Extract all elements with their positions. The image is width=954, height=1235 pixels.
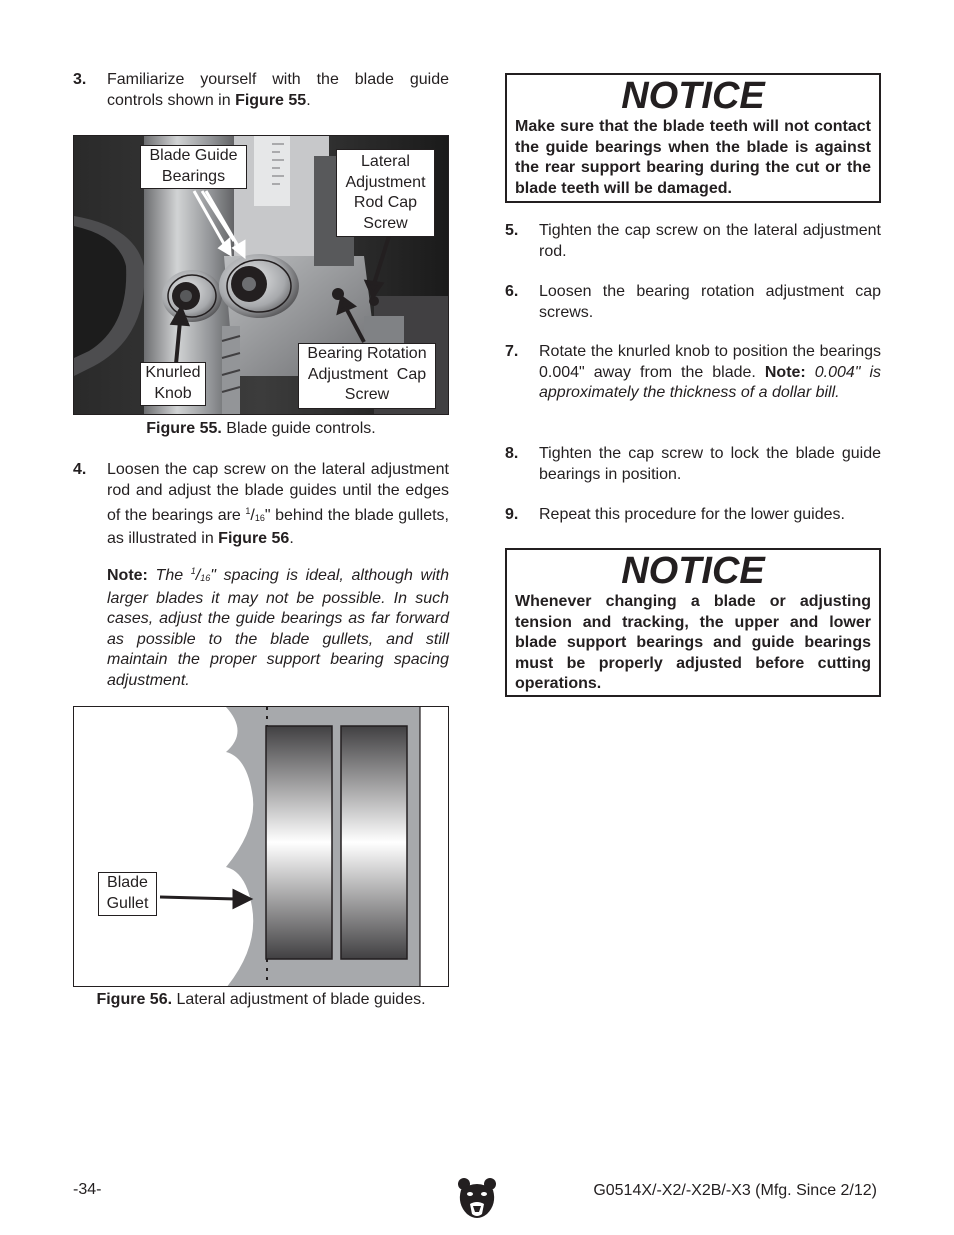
label-line: Lateral	[361, 153, 410, 170]
notice-title: NOTICE	[621, 75, 765, 117]
notice-box-2	[505, 548, 881, 697]
notice-body: Make sure that the blade teeth will not contact the guide bearings when the blade is against the rear support bearing during the cut or the blade teeth will be damaged.	[515, 118, 871, 197]
label-line: Screw	[344, 386, 390, 403]
step-text: Tighten the cap screw on the lateral adjustment rod.	[539, 222, 881, 260]
label-line: Rod Cap	[353, 194, 418, 211]
blade-gullet-diagram	[74, 707, 449, 987]
step-text: Repeat this procedure for the lower guides.	[539, 506, 845, 523]
label-line: Knob	[154, 384, 192, 402]
label-lateral-adjustment-rod-cap-screw	[336, 149, 435, 237]
label-line: Adjustment	[345, 173, 426, 191]
step-number: 4.	[73, 461, 87, 478]
note-text: Note: The $^1/_{16}$" spacing is ideal, although with larger blades it may not be possible. In such cases, adjust the guide bearings as far forward as possible to the blade gullets, and still maintain the proper support bearing spacing adjustment.	[107, 566, 450, 689]
label-knurled-knob	[140, 362, 206, 406]
figure-55-caption: Figure 55. Blade guide controls.	[146, 420, 376, 437]
step-number: 3.	[73, 71, 87, 88]
step-number: 8.	[505, 445, 519, 462]
step-number: 5.	[505, 222, 519, 239]
figure-56-caption: Figure 56. Lateral adjustment of blade guides.	[96, 991, 426, 1008]
step-text: Rotate the knurled knob to position the bearings 0.004" away from the blade. Note: 0.004" is approximately the thickness of a dollar bill.	[539, 343, 881, 401]
label-bearing-rotation-adjustment-cap-screw	[298, 343, 436, 409]
label-line: Bearings	[161, 167, 226, 185]
label-line: Blade	[107, 874, 148, 891]
step-text: Loosen the cap screw on the lateral adjustment rod and adjust the blade guides until the edges of the bearings are $^1/_{16}$" behind the blade gullets, as illustrated in Figure 56.	[107, 461, 449, 547]
notice-box-1	[505, 73, 881, 203]
figure-56-diagram	[73, 706, 449, 987]
step-text: Loosen the bearing rotation adjustment cap screws.	[539, 283, 881, 321]
label-blade-gullet	[98, 872, 157, 916]
label-line: Blade Guide	[149, 147, 238, 164]
step-number: 9.	[505, 506, 519, 523]
label-line: Screw	[363, 214, 408, 232]
label-line: Bearing Rotation	[307, 345, 427, 362]
step-number: 7.	[505, 343, 519, 360]
label-blade-guide-bearings	[140, 145, 247, 189]
model-number: G0514X/-X2/-X2B/-X3 (Mfg. Since 2/12)	[593, 1182, 877, 1199]
step-text: Tighten the cap screw to lock the blade guide bearings in position.	[539, 445, 881, 483]
label-line: Knurled	[145, 364, 201, 381]
bear-head-icon	[457, 1176, 497, 1222]
label-line: Adjustment Cap	[307, 365, 427, 383]
notice-body: Whenever changing a blade or adjusting tension and tracking, the upper and lower blade support bearings and guide bearings must be properly adjusted before cutting operations.	[515, 593, 871, 692]
label-line: Gullet	[106, 894, 149, 912]
notice-title: NOTICE	[621, 550, 765, 592]
figure-55-photo	[73, 135, 449, 415]
page-number: -34-	[73, 1181, 102, 1198]
step-number: 6.	[505, 283, 519, 300]
step-text: Familiarize yourself with the blade guide controls shown in Figure 55.	[107, 71, 449, 109]
